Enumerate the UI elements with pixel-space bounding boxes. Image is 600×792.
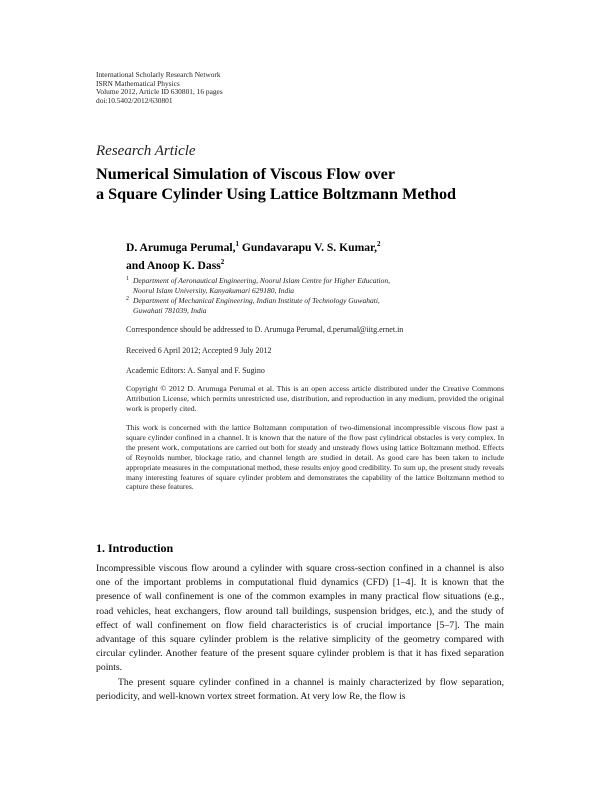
author-3: and Anoop K. Dass <box>126 259 221 272</box>
author-2: Gundavarapu V. S. Kumar, <box>241 241 378 254</box>
affiliation-2-number: 2 <box>126 296 129 302</box>
author-2-affil-mark: 2 <box>377 240 381 248</box>
affiliation-1-line-2: Noorul Islam University, Kanyakumari 629180, India <box>133 285 295 295</box>
section-heading-introduction: 1. Introduction <box>96 541 174 555</box>
affiliation-2-line-2: Guwahati 781039, India <box>133 305 207 315</box>
abstract: This work is concerned with the lattice Boltzmann computation of two-dimensional incompressible viscous flow past a square cylinder confined in a channel. It is known that the nature of the flow past cylindrical obstacles is very complex. In the present work, computations are carried out both for steady and unsteady flows using lattice Boltzmann method. Effects of Reynolds number, blockage ratio, and channel length are studied in detail. As good care has been taken to include appropriate measures in the computational method, these results enjoy good credibility. To sum up, the present study reveals many interesting features of square cylinder problem and demonstrates the capability of the lattice Boltzmann method to capture these features. <box>126 423 504 492</box>
copyright-notice: Copyright © 2012 D. Arumuga Perumal et al. This is an open access article distributed under the Creative Commons Attribution License, which permits unrestricted use, distribution, and reproduction in any medium, provided the original work is properly cited. <box>126 384 504 413</box>
author-1-affil-mark: 1 <box>235 240 239 248</box>
introduction-body <box>96 562 504 704</box>
author-list <box>126 237 381 273</box>
title-line-1: Numerical Simulation of Viscous Flow over <box>96 165 396 183</box>
received-accepted-dates: Received 6 April 2012; Accepted 9 July 2012 <box>126 346 272 355</box>
introduction-paragraph-2: The present square cylinder confined in a channel is mainly characterized by flow separation, periodicity, and well-known vortex street formation. At very low Re, the flow is <box>96 676 504 702</box>
volume-line: Volume 2012, Article ID 630801, 16 pages <box>96 87 223 97</box>
paper-title <box>96 164 536 204</box>
affiliation-1-line-1: Department of Aeronautical Engineering, Noorul Islam Centre for Higher Education, <box>133 276 390 285</box>
affiliation-2 <box>126 295 516 315</box>
affiliation-1 <box>126 275 516 295</box>
author-3-affil-mark: 2 <box>220 258 225 266</box>
title-line-2: a Square Cylinder Using Lattice Boltzmann Method <box>96 185 457 203</box>
journal-header <box>96 71 223 105</box>
doi-line: doi:10.5402/2012/630801 <box>96 95 173 105</box>
introduction-paragraph-1: Incompressible viscous flow around a cylinder with square cross-section confined in a channel is also one of the important problems in computational fluid dynamics (CFD) [1–4]. It is known that the presence of wall confinement is one of the common examples in many practical flow situations (e.g., road vehicles, heat exchangers, flow around tall buildings, suspension bridges, etc.), and the study of effect of wall confinement on flow field characteristics is of crucial importance [5–7]. The main advantage of this square cylinder problem is the relative simplicity of the geometry compared with circular cylinder. Another feature of the present square cylinder problem is that it has fixed separation points. <box>96 563 504 674</box>
author-line-2 <box>126 255 381 273</box>
affiliation-2-line-1: Department of Mechanical Engineering, Indian Institute of Technology Guwahati, <box>133 296 380 305</box>
author-1: D. Arumuga Perumal, <box>126 241 236 254</box>
affiliation-1-number: 1 <box>126 276 129 282</box>
author-line-1 <box>126 237 381 255</box>
journal-network-name: International Scholarly Research Network <box>96 70 221 79</box>
academic-editors: Academic Editors: A. Sanyal and F. Sugino <box>126 366 265 375</box>
article-type: Research Article <box>96 143 196 159</box>
correspondence: Correspondence should be addressed to D. Arumuga Perumal, d.perumal@iitg.ernet.in <box>126 325 404 334</box>
journal-title: ISRN Mathematical Physics <box>96 78 180 88</box>
